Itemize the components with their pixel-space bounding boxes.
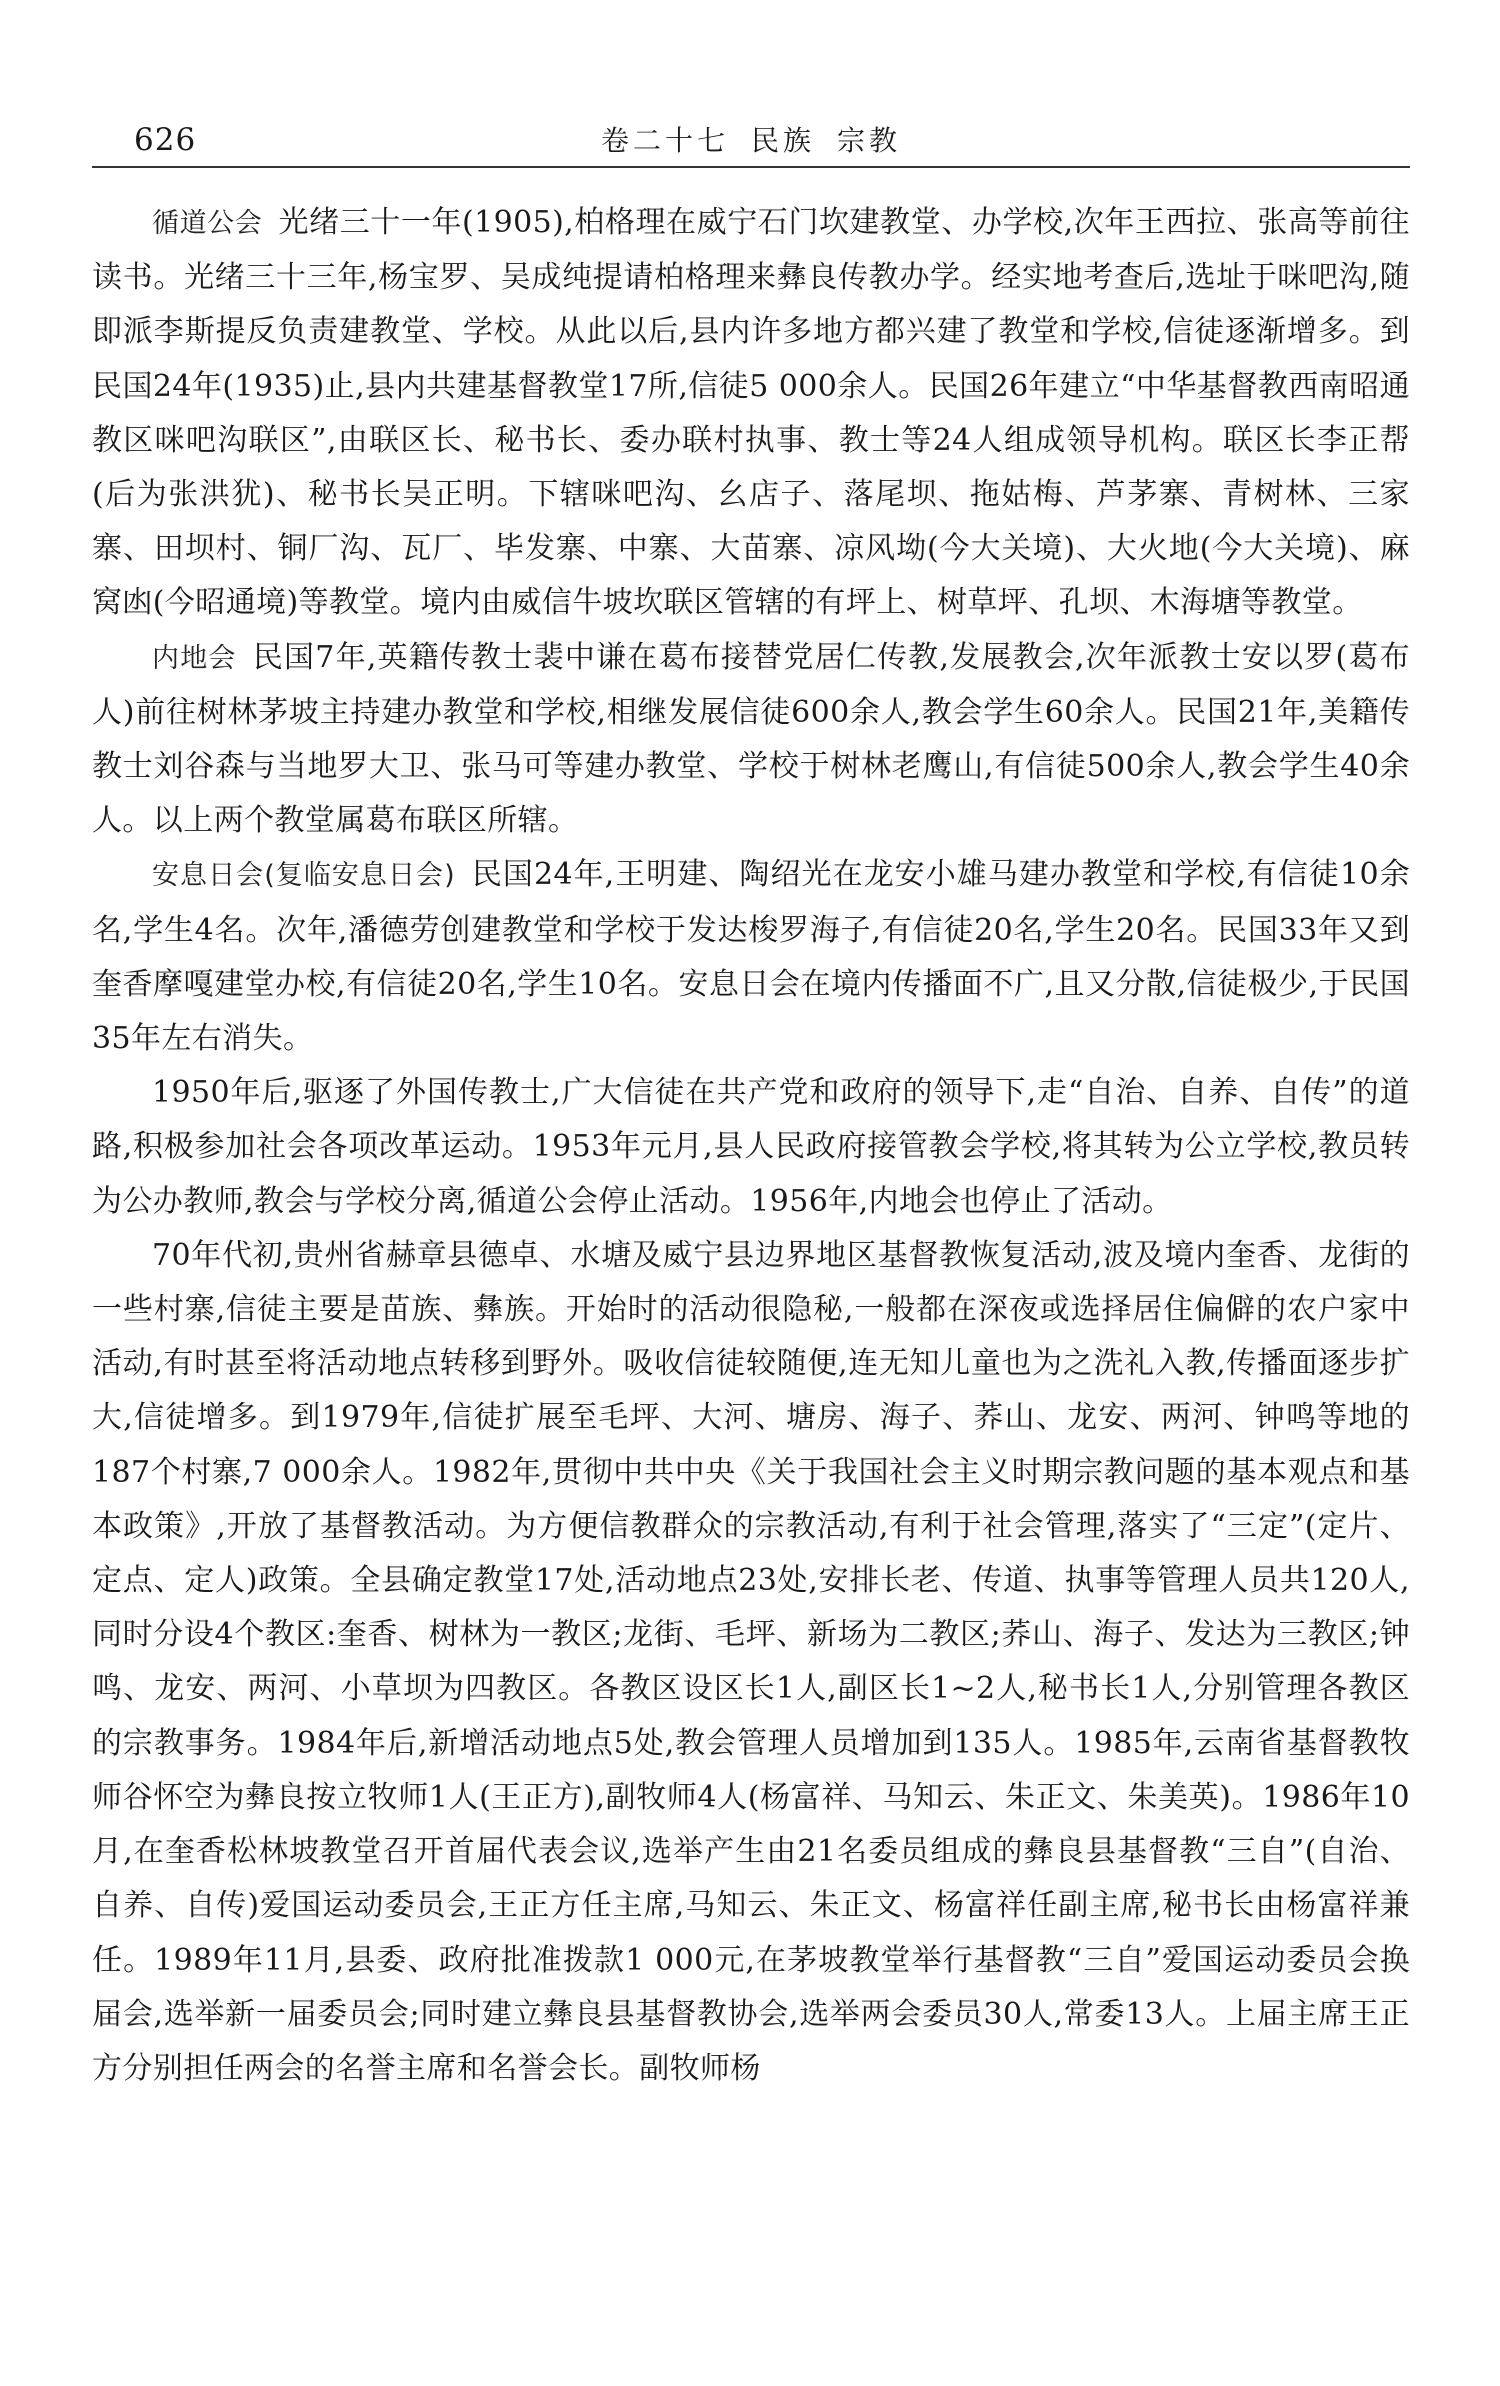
- paragraph-lead: 内地会: [152, 642, 237, 674]
- running-title: [92, 122, 1410, 160]
- paragraph-lead: 安息日会(复临安息日会): [152, 860, 456, 892]
- paragraph-1970s: [92, 1229, 1410, 2096]
- paragraph-adventist: [92, 848, 1410, 1066]
- paragraph-text: 1950年后,驱逐了外国传教士,广大信徒在共产党和政府的领导下,走“自治、自养、自传”的道路,积极参加社会各项改革运动。1953年元月,县人民政府接管教会学校,将其转为公立学校,教员转为公办教师,教会与学校分离,循道公会停止活动。1956年,内地会也停止了活动。: [92, 1075, 1410, 1219]
- paragraph-1950: [92, 1066, 1410, 1229]
- paragraph-text: 民国24年,王明建、陶绍光在龙安小雄马建办教堂和学校,有信徒10余名,学生4名。次年,潘德劳创建教堂和学校于发达梭罗海子,有信徒20名,学生20名。民国33年又到奎香摩嘎建堂办校,有信徒20名,学生10名。安息日会在境内传播面不广,且又分散,信徒极少,于民国35年左右消失。: [92, 857, 1410, 1057]
- paragraph-methodist: [92, 196, 1410, 631]
- section-title-a: 民族: [750, 124, 815, 157]
- section-title-b: 宗教: [837, 124, 902, 157]
- paragraph-text: 70年代初,贵州省赫章县德卓、水塘及威宁县边界地区基督教恢复活动,波及境内奎香、龙街的一些村寨,信徒主要是苗族、彝族。开始时的活动很隐秘,一般都在深夜或选择居住偏僻的农户家中活动,有时甚至将活动地点转移到野外。吸收信徒较随便,连无知儿童也为之洗礼入教,传播面逐步扩大,信徒增多。到1979年,信徒扩展至毛坪、大河、塘房、海子、荞山、龙安、两河、钟鸣等地的187个村寨,7 000余人。1982年,贯彻中共中央《关于我国社会主义时期宗教问题的基本观点和基本政策》,开放了基督教活动。为方便信教群众的宗教活动,有利于社会管理,落实了“三定”(定片、定点、定人)政策。全县确定教堂17处,活动地点23处,安排长老、传道、执事等管理人员共120人,同时分设4个教区:奎香、树林为一教区;龙街、毛坪、新场为二教区;荞山、海子、发达为三教区;钟鸣、龙安、两河、小草坝为四教区。各教区设区长1人,副区长1~2人,秘书长1人,分别管理各教区的宗教事务。1984年后,新增活动地点5处,教会管理人员增加到135人。1985年,云南省基督教牧师谷怀空为彝良按立牧师1人(王正方),副牧师4人(杨富祥、马知云、朱正文、朱美英)。1986年10月,在奎香松林坡教堂召开首届代表会议,选举产生由21名委员组成的彝良县基督教“三自”(自治、自养、自传)爱国运动委员会,王正方任主席,马知云、朱正文、杨富祥任副主席,秘书长由杨富祥兼任。1989年11月,县委、政府批准拨款1 000元,在茅坡教堂举行基督教“三自”爱国运动委员会换届会,选举新一届委员会;同时建立彝良县基督教协会,选举两会委员30人,常委13人。上届主席王正方分别担任两会的名誉主席和名誉会长。副牧师杨: [92, 1237, 1411, 2086]
- paragraph-lead: 循道公会: [152, 208, 263, 239]
- volume-title: 卷二十七: [600, 124, 729, 157]
- paragraph-text: 光绪三十一年(1905),柏格理在威宁石门坎建教堂、办学校,次年王西拉、张高等前往读书。光绪三十三年,杨宝罗、吴成纯提请柏格理来彝良传教办学。经实地考查后,选址于咪吧沟,随即派李斯提反负责建教堂、学校。从此以后,县内许多地方都兴建了教堂和学校,信徒逐渐增多。到民国24年(1935)止,县内共建基督教堂17所,信徒5 000余人。民国26年建立“中华基督教西南昭通教区咪吧沟联区”,由联区长、秘书长、委办联村执事、教士等24人组成领导机构。联区长李正帮(后为张洪犹)、秘书长吴正明。下辖咪吧沟、幺店子、落尾坝、拖姑梅、芦茅寨、青树林、三家寨、田坝村、铜厂沟、瓦厂、毕发寨、中寨、大苗寨、凉风坳(今大关境)、大火地(今大关境)、麻窝凼(今昭通境)等教堂。境内由威信牛坡坎联区管辖的有坪上、树草坪、孔坝、木海塘等教堂。: [92, 205, 1410, 621]
- paragraph-text: 民国7年,英籍传教士裴中谦在葛布接替党居仁传教,发展教会,次年派教士安以罗(葛布人)前往树林茅坡主持建办教堂和学校,相继发展信徒600余人,教会学生60余人。民国21年,美籍传教士刘谷森与当地罗大卫、张马可等建办教堂、学校于树林老鹰山,有信徒500余人,教会学生40余人。以上两个教堂属葛布联区所辖。: [92, 639, 1411, 839]
- header-rule: [92, 166, 1410, 168]
- page-header: [92, 118, 1410, 170]
- page-number: 626: [134, 122, 197, 158]
- body-text: [92, 196, 1410, 2096]
- paragraph-inland-mission: [92, 631, 1410, 849]
